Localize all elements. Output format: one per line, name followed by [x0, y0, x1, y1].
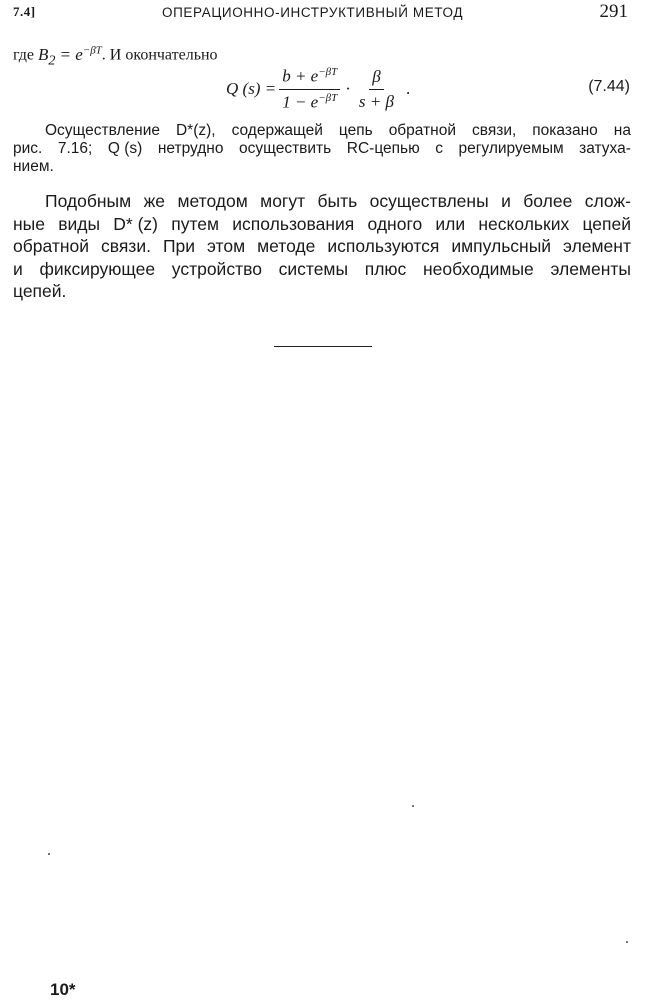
fraction-2-denominator: s + β	[358, 91, 394, 111]
word: методе	[257, 236, 316, 256]
equation-number: (7.44)	[588, 78, 630, 95]
word: и	[13, 258, 23, 279]
multiply-dot: ·	[345, 79, 351, 98]
word: этом	[206, 236, 246, 256]
text-line	[13, 213, 631, 236]
intro-word: где	[13, 46, 35, 64]
word: регулируемым	[458, 140, 564, 157]
signature-mark: 10*	[50, 980, 76, 999]
word: слож-	[584, 191, 631, 211]
word: цепей.	[13, 281, 67, 301]
page-number: 291	[599, 1, 628, 22]
word: связи.	[100, 236, 151, 256]
scan-speck	[626, 941, 628, 943]
paragraph-small-print	[13, 122, 631, 176]
intro-exponential: = $e^{-\beta T}$	[59, 44, 102, 64]
word: необходимые	[422, 258, 534, 279]
word: на	[613, 122, 631, 139]
word: виды	[58, 213, 101, 234]
text-line	[13, 122, 631, 140]
word: Осуществление	[45, 122, 160, 139]
word: затуха-	[579, 140, 631, 157]
text-line	[13, 235, 631, 258]
word: с	[435, 140, 443, 157]
text-line	[13, 140, 631, 158]
word: RC-цепью	[346, 140, 420, 157]
equation-7-44	[226, 64, 410, 114]
word: фиксирующее	[39, 258, 156, 279]
equation-fraction-2	[356, 67, 397, 112]
word: нескольких	[478, 213, 570, 234]
word: D* (z)	[113, 213, 159, 234]
text-line	[13, 258, 631, 281]
word: путем	[171, 213, 220, 234]
word: методом	[177, 191, 248, 211]
word: осуществлены	[369, 191, 489, 211]
word: рис.	[13, 140, 43, 157]
word: элемент	[563, 236, 631, 256]
text-line	[13, 280, 631, 303]
word: 7.16;	[57, 140, 93, 157]
word: плюс	[364, 258, 407, 279]
fraction-1-numerator: $b + e^{-\beta T}$	[279, 66, 340, 90]
intro-variable: $B_2$	[38, 44, 56, 69]
word: одного	[367, 213, 423, 234]
equation-fraction-1	[279, 66, 340, 112]
word: нием.	[13, 158, 54, 175]
word: ные	[13, 213, 45, 234]
word: системы	[278, 258, 349, 279]
word: устройство	[171, 258, 262, 279]
equation-lhs: Q (s) =	[226, 79, 277, 98]
word: связи,	[472, 122, 517, 139]
word: цепь	[338, 122, 373, 139]
intro-tail: . И окончательно	[101, 46, 218, 64]
word: При	[162, 236, 196, 256]
text-line	[13, 190, 631, 213]
scan-speck	[48, 853, 50, 855]
word: и	[501, 191, 511, 211]
word: осуществить	[239, 140, 332, 157]
word: Подобным	[45, 191, 132, 211]
fraction-2-numerator: β	[369, 67, 383, 90]
section-end-rule	[274, 346, 372, 347]
word: показано	[532, 122, 598, 139]
equation-end-period: .	[405, 79, 411, 98]
word: обратной	[388, 122, 457, 139]
section-number: 7.4]	[13, 4, 36, 19]
word: или	[435, 213, 466, 234]
word: элементы	[550, 258, 631, 279]
fraction-1-denominator: $1 - e^{-\beta T}$	[282, 91, 338, 112]
intro-line	[13, 44, 218, 69]
word: D*(z),	[175, 122, 216, 139]
word: используются	[327, 236, 440, 256]
text-line	[13, 158, 631, 176]
word: содержащей	[231, 122, 323, 139]
word: быть	[317, 191, 358, 211]
word: использования	[232, 213, 355, 234]
word: цепей	[582, 213, 631, 234]
running-title: ОПЕРАЦИОННО-ИНСТРУКТИВНЫЙ МЕТОД	[162, 5, 464, 20]
scan-speck	[412, 805, 414, 807]
word: импульсный	[451, 236, 552, 256]
word: нетрудно	[157, 140, 224, 157]
word: обратной	[13, 236, 90, 256]
word: же	[143, 191, 166, 211]
paragraph-main	[13, 190, 631, 303]
word: более	[523, 191, 573, 211]
word: Q (s)	[107, 140, 143, 157]
word: могут	[260, 191, 306, 211]
